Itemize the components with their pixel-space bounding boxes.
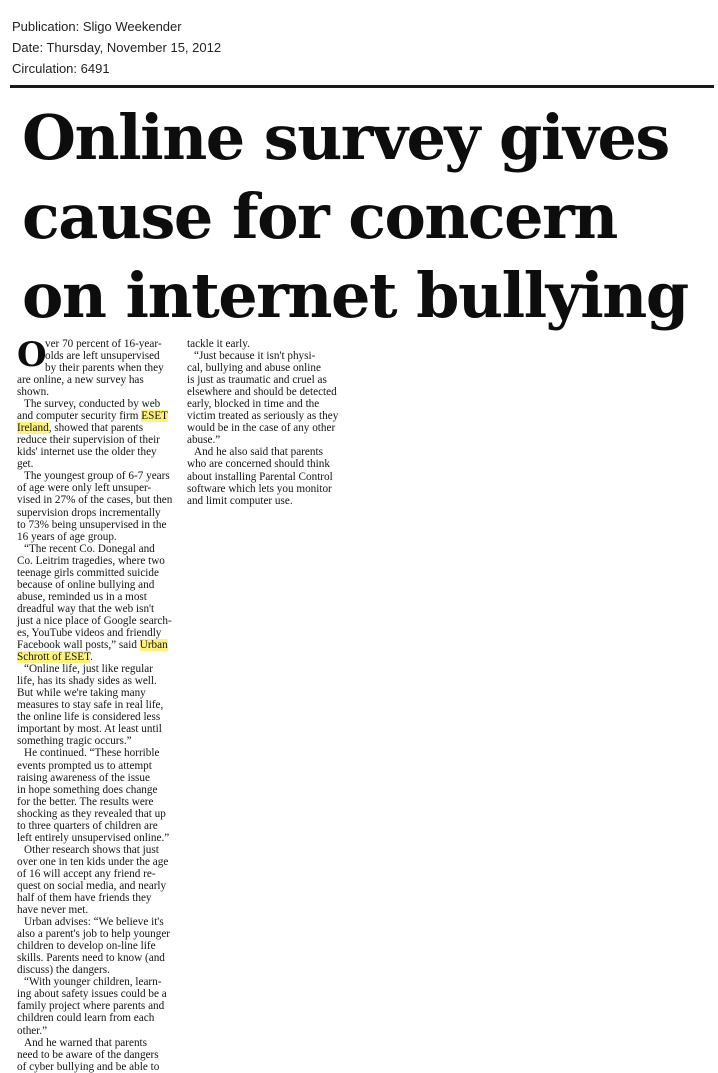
article-text-line	[17, 952, 179, 964]
article-text-line	[17, 579, 179, 591]
article-text-line	[187, 386, 353, 398]
article-text-line	[17, 591, 179, 603]
text-segment: are online, a new survey has	[17, 374, 144, 386]
article-text-line	[17, 531, 179, 543]
text-segment: “With younger children, learn-	[24, 976, 162, 989]
highlighted-text: Ireland	[17, 422, 49, 435]
article-text-line	[187, 458, 353, 470]
text-segment: “Just because it isn't physi-	[194, 350, 316, 363]
article-text-line	[17, 928, 179, 940]
article-text-line	[17, 1061, 179, 1073]
text-segment: The survey, conducted by web	[24, 398, 161, 411]
text-segment: and limit computer use.	[187, 494, 293, 507]
article-column-left	[17, 374, 179, 1073]
article-text-line	[17, 1012, 179, 1024]
text-segment: something tragic occurs.”	[17, 735, 132, 748]
text-segment: of cyber bullying and be able to	[17, 1060, 160, 1073]
text-segment: to three quarters of children are	[17, 819, 158, 832]
article-text-line	[17, 627, 179, 639]
header-rule	[10, 85, 714, 88]
text-segment: is just as traumatic and cruel as	[187, 374, 327, 387]
article-text-line	[17, 723, 179, 735]
article-text-line	[17, 555, 179, 567]
article-text-line	[17, 1037, 179, 1049]
text-segment: skills. Parents need to know (and	[17, 952, 165, 965]
text-segment: He continued. “These horrible	[24, 747, 160, 760]
text-segment: victim treated as seriously as they	[187, 410, 339, 423]
text-segment: measures to stay safe in real life,	[17, 699, 164, 712]
text-segment: quest on social media, and nearly	[17, 879, 167, 892]
text-segment: about installing Parental Control	[187, 470, 333, 483]
article-text-line	[17, 543, 179, 555]
article-text-line	[17, 434, 179, 446]
drop-cap-line: olds are left unsupervised	[45, 350, 160, 363]
text-segment: dreadful way that the web isn't	[17, 602, 155, 615]
text-segment: And he warned that parents	[24, 1036, 148, 1049]
text-segment: children to develop on-line life	[17, 940, 156, 953]
highlighted-text: Urban	[139, 639, 168, 652]
text-segment: half of them have friends they	[17, 892, 152, 905]
text-segment: Facebook wall posts,” said	[17, 639, 140, 652]
text-segment: in hope something does change	[17, 783, 158, 796]
article-text-line	[187, 446, 353, 458]
article-text-line	[187, 350, 353, 362]
article-text-line	[17, 711, 179, 723]
article-text-line	[17, 470, 179, 482]
drop-cap-text	[45, 338, 179, 374]
text-segment: for the better. The results were	[17, 795, 154, 808]
text-segment: events prompted us to attempt	[17, 759, 152, 772]
text-segment: “The recent Co. Donegal and	[24, 542, 155, 555]
article-text-line	[187, 374, 353, 386]
article-text-line	[17, 796, 179, 808]
text-segment: But while we're taking many	[17, 687, 146, 700]
text-segment: Co. Leitrim tragedies, where two	[17, 554, 165, 567]
text-segment: software which lets you monitor	[187, 482, 332, 495]
text-segment: also a parent's job to help younger	[17, 928, 171, 941]
article-text-line	[17, 507, 179, 519]
article-text-line	[17, 904, 179, 916]
article-text-line	[17, 687, 179, 699]
article-text-line	[17, 808, 179, 820]
article-text-line	[17, 832, 179, 844]
article-text-line	[17, 880, 179, 892]
article-text-line	[17, 699, 179, 711]
article-text-line	[17, 1025, 179, 1037]
article-text-line	[17, 458, 179, 470]
article-text-line	[17, 651, 179, 663]
article-text-line	[17, 940, 179, 952]
article-text-line	[187, 362, 353, 374]
article-text-line	[17, 916, 179, 928]
article-text-line	[17, 639, 179, 651]
text-segment: The youngest group of 6-7 years	[24, 470, 170, 483]
publication-info	[12, 16, 221, 79]
text-segment: vised in 27% of the cases, but then	[17, 494, 173, 507]
article-text-line	[17, 398, 179, 410]
article-text-line	[187, 483, 353, 495]
article-text-line	[17, 663, 179, 675]
text-segment: cal, bullying and abuse online	[187, 362, 321, 375]
text-segment: Urban advises: “We believe it's	[24, 916, 164, 929]
text-segment: kids' internet use the older they	[17, 446, 157, 459]
article-text-line	[17, 615, 179, 627]
article-text-line	[17, 988, 179, 1000]
drop-cap: O	[17, 335, 47, 375]
article-text-line	[17, 603, 179, 615]
text-segment: reduce their supervision of their	[17, 434, 160, 447]
text-segment: shocking as they revealed that up	[17, 807, 166, 820]
text-segment: the online life is considered less	[17, 711, 161, 724]
article-text-line	[187, 471, 353, 483]
text-segment: es, YouTube videos and friendly	[17, 626, 162, 639]
text-segment: have never met.	[17, 904, 89, 917]
headline-line-1: Online survey gives	[22, 101, 669, 174]
article-text-line	[17, 735, 179, 747]
text-segment: get.	[17, 458, 34, 471]
article-text-line	[187, 398, 353, 410]
publication-circulation: Circulation: 6491	[12, 61, 110, 76]
article-text-line	[17, 446, 179, 458]
text-segment: 16 years of age group.	[17, 530, 117, 543]
text-segment: “Online life, just like regular	[24, 663, 153, 676]
article-text-line	[17, 892, 179, 904]
text-segment: important by most. At least until	[17, 723, 162, 736]
article-text-line	[187, 495, 353, 507]
article-text-line	[17, 567, 179, 579]
article-text-line	[17, 675, 179, 687]
text-segment: children could learn from each	[17, 1012, 155, 1025]
text-segment: of 16 will accept any friend re-	[17, 867, 156, 880]
article-text-line	[17, 494, 179, 506]
article-text-line	[17, 747, 179, 759]
drop-cap-line: ver 70 percent of 16-year-	[45, 338, 162, 350]
text-segment: just a nice place of Google search-	[17, 614, 172, 627]
article-text-line	[17, 422, 179, 434]
article-text-line	[17, 820, 179, 832]
article-text-line	[17, 784, 179, 796]
article-text-line	[17, 519, 179, 531]
article-column-right	[187, 338, 353, 507]
highlighted-text: Schrott of ESET	[17, 651, 91, 664]
text-segment: shown.	[17, 386, 50, 399]
article-text-line	[17, 844, 179, 856]
drop-cap-line: by their parents when they	[45, 362, 164, 375]
article-text-line	[17, 1049, 179, 1061]
text-segment: abuse, reminded us in a most	[17, 590, 147, 603]
text-segment: , showed that parents	[48, 422, 144, 435]
article-text-line	[187, 338, 353, 350]
text-segment: to 73% being unsupervised in the	[17, 518, 167, 531]
text-segment: ing about safety issues could be a	[17, 988, 167, 1001]
headline-line-2: cause for concern	[22, 180, 617, 253]
article-text-line	[187, 422, 353, 434]
highlighted-text: ESET	[141, 410, 168, 423]
article-headline	[22, 98, 712, 335]
text-segment: other.”	[17, 1024, 48, 1037]
publication-date: Date: Thursday, November 15, 2012	[12, 40, 222, 55]
text-segment: teenage girls committed suicide	[17, 566, 159, 579]
headline-line-3: on internet bullying	[22, 259, 688, 332]
article-text-line	[17, 976, 179, 988]
text-segment: left entirely unsupervised online.”	[17, 831, 170, 844]
text-segment: over one in ten kids under the age	[17, 855, 169, 868]
text-segment: need to be aware of the dangers	[17, 1048, 159, 1061]
article-text-line	[17, 856, 179, 868]
article-text-line	[17, 772, 179, 784]
article-text-line	[17, 1000, 179, 1012]
text-segment: Other research shows that just	[24, 843, 159, 856]
article-text-line	[17, 410, 179, 422]
article-text-line	[17, 964, 179, 976]
text-segment: tackle it early.	[187, 338, 250, 350]
text-segment: .	[90, 651, 93, 664]
text-segment: life, has its shady sides as well.	[17, 675, 157, 688]
text-segment: abuse.”	[187, 434, 221, 447]
text-segment: would be in the case of any other	[187, 422, 336, 435]
text-segment: and computer security firm	[17, 410, 142, 423]
text-segment: who are concerned should think	[187, 458, 330, 471]
article-text-line	[17, 868, 179, 880]
article-text-line	[17, 482, 179, 494]
text-segment: supervision drops incrementally	[17, 506, 161, 519]
article-text-line	[187, 410, 353, 422]
text-segment: elsewhere and should be detected	[187, 386, 337, 399]
article-text-line	[187, 434, 353, 446]
article-text-line	[17, 386, 179, 398]
text-segment: of age were only left unsuper-	[17, 482, 152, 495]
text-segment: And he also said that parents	[194, 446, 323, 459]
publication-name: Publication: Sligo Weekender	[12, 19, 182, 34]
text-segment: because of online bullying and	[17, 578, 155, 591]
article-text-line	[17, 760, 179, 772]
text-segment: raising awareness of the issue	[17, 771, 150, 784]
text-segment: discuss) the dangers.	[17, 964, 110, 977]
text-segment: early, blocked in time and the	[187, 398, 320, 411]
article-text-line	[17, 374, 179, 386]
text-segment: family project where parents and	[17, 1000, 165, 1013]
